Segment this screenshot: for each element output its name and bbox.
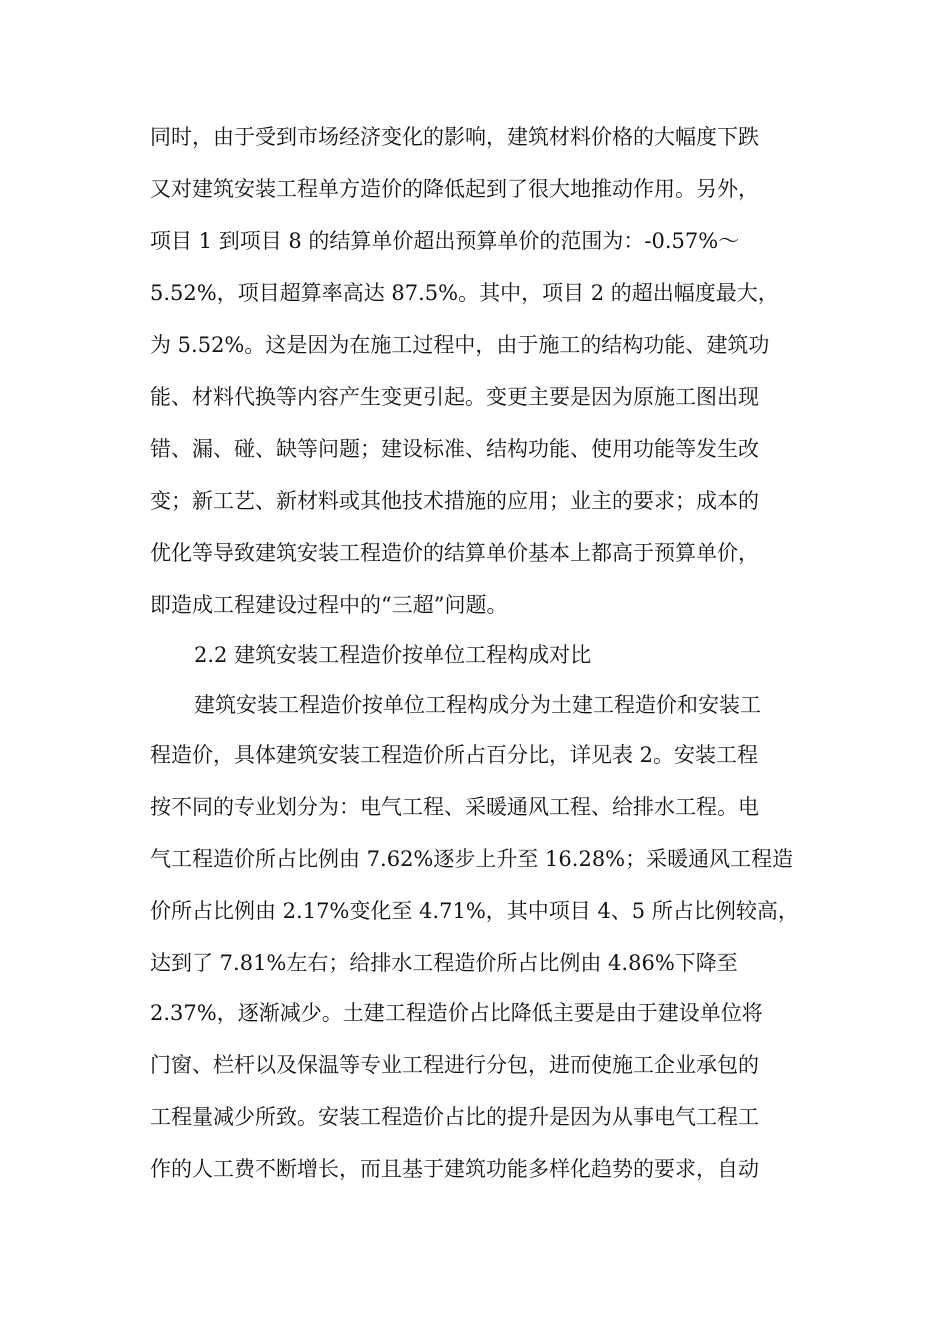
text-line: 价所占比例由 2.17%变化至 4.71%，其中项目 4、5 所占比例较高， bbox=[150, 899, 799, 923]
text-line: 2.37%，逐渐减少。土建工程造价占比降低主要是由于建设单位将 bbox=[150, 1001, 763, 1025]
text-line: 错、漏、碰、缺等问题；建设标准、结构功能、使用功能等发生改 bbox=[150, 437, 759, 461]
text-line: 优化等导致建筑安装工程造价的结算单价基本上都高于预算单价， bbox=[150, 541, 759, 565]
text-line: 门窗、栏杆以及保温等专业工程进行分包，进而使施工企业承包的 bbox=[150, 1053, 759, 1077]
text-line: 同时，由于受到市场经济变化的影响，建筑材料价格的大幅度下跌 bbox=[150, 125, 759, 149]
text-line: 按不同的专业划分为：电气工程、采暖通风工程、给排水工程。电 bbox=[150, 795, 759, 819]
text-line: 为 5.52%。这是因为在施工过程中，由于施工的结构功能、建筑功 bbox=[150, 333, 770, 357]
text-line: 工程量减少所致。安装工程造价占比的提升是因为从事电气工程工 bbox=[150, 1105, 759, 1129]
text-line: 项目 1 到项目 8 的结算单价超出预算单价的范围为：-0.57%～ bbox=[150, 229, 740, 253]
text-line: 达到了 7.81%左右；给排水工程造价所占比例由 4.86%下降至 bbox=[150, 951, 738, 975]
text-line: 程造价，具体建筑安装工程造价所占百分比，详见表 2。安装工程 bbox=[150, 743, 759, 767]
text-line: 即造成工程建设过程中的“三超”问题。 bbox=[150, 593, 508, 617]
text-line: 又对建筑安装工程单方造价的降低起到了很大地推动作用。另外， bbox=[150, 177, 759, 201]
text-line: 作的人工费不断增长，而且基于建筑功能多样化趋势的要求，自动 bbox=[150, 1157, 759, 1181]
text-line: 气工程造价所占比例由 7.62%逐步上升至 16.28%；采暖通风工程造 bbox=[150, 847, 794, 871]
section-heading: 2.2 建筑安装工程造价按单位工程构成对比 bbox=[194, 643, 592, 667]
text-line: 5.52%，项目超算率高达 87.5%。其中，项目 2 的超出幅度最大， bbox=[150, 281, 779, 305]
text-line: 变；新工艺、新材料或其他技术措施的应用；业主的要求；成本的 bbox=[150, 489, 759, 513]
text-line: 能、材料代换等内容产生变更引起。变更主要是因为原施工图出现 bbox=[150, 385, 759, 409]
text-line: 建筑安装工程造价按单位工程构成分为土建工程造价和安装工 bbox=[194, 693, 761, 717]
